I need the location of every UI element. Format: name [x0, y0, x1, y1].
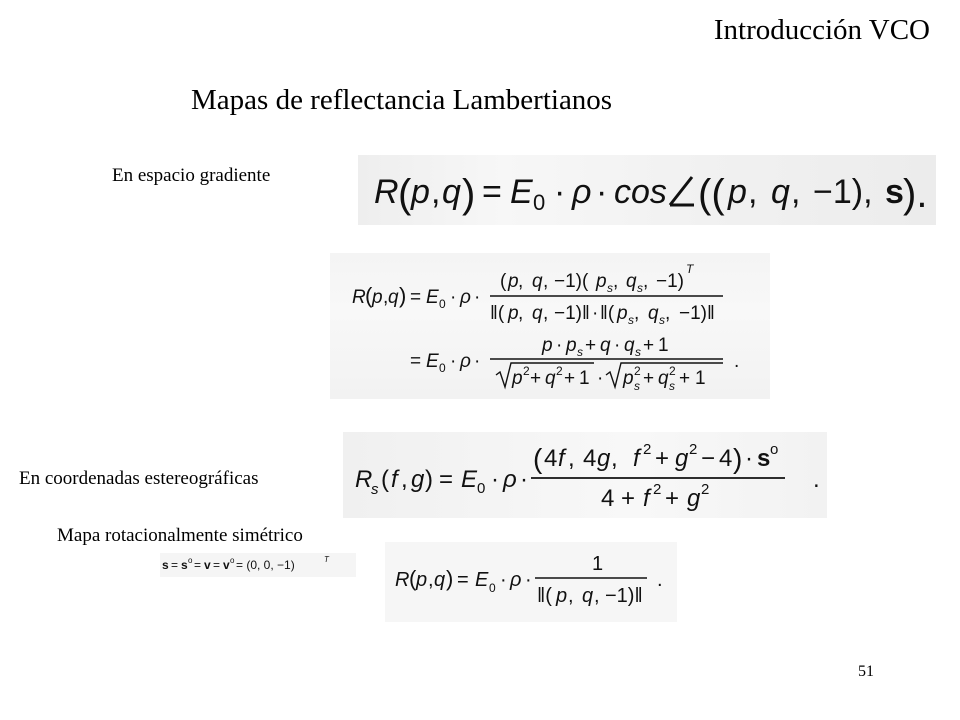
- svg-text:−1)(: −1)(: [554, 271, 589, 292]
- svg-text:1: 1: [658, 335, 669, 356]
- svg-text:,: ,: [665, 303, 671, 324]
- svg-text:,: ,: [634, 303, 640, 324]
- page-number: 51: [858, 663, 874, 680]
- formula-stereographic: [343, 432, 827, 518]
- svg-text:): ): [399, 283, 407, 308]
- svg-text:+: +: [643, 335, 655, 356]
- svg-text:(: (: [409, 566, 417, 591]
- svg-text:o: o: [230, 556, 235, 565]
- svg-text:4: 4: [544, 445, 558, 472]
- svg-text:,: ,: [543, 303, 549, 324]
- svg-text:E: E: [510, 173, 533, 211]
- svg-text:q: q: [624, 335, 635, 356]
- svg-text:p: p: [416, 569, 428, 591]
- svg-text:ρ: ρ: [460, 287, 471, 308]
- svg-text:T: T: [324, 555, 329, 564]
- label-rotational-symmetric: Mapa rotacionalmente simétrico: [57, 525, 303, 546]
- svg-text:f: f: [643, 485, 650, 512]
- svg-text:q: q: [434, 569, 446, 591]
- svg-text:s: s: [885, 173, 904, 211]
- svg-text:v: v: [204, 558, 211, 572]
- svg-text:0: 0: [439, 297, 446, 311]
- svg-text:(: (: [365, 283, 373, 308]
- svg-text:·: ·: [491, 466, 499, 493]
- svg-text:2: 2: [653, 481, 662, 498]
- svg-text:E: E: [426, 287, 439, 308]
- svg-text:= (0, 0, −1): = (0, 0, −1): [236, 558, 295, 572]
- svg-text:q: q: [388, 287, 399, 308]
- svg-text:q: q: [582, 585, 594, 607]
- svg-text:T: T: [686, 262, 694, 276]
- svg-text:=: =: [482, 173, 502, 211]
- svg-text:E: E: [426, 351, 439, 372]
- svg-text:−1)‖: −1)‖: [679, 303, 715, 324]
- svg-text:q: q: [442, 173, 461, 211]
- svg-text:=: =: [410, 351, 422, 372]
- svg-text:1: 1: [695, 368, 706, 389]
- svg-text:((: ((: [698, 172, 725, 216]
- label-stereographic: En coordenadas estereográficas: [19, 468, 259, 489]
- svg-text:1: 1: [579, 368, 590, 389]
- svg-text:2: 2: [701, 481, 710, 498]
- svg-text:f: f: [558, 445, 565, 472]
- svg-text:=: =: [439, 466, 454, 493]
- svg-text:s: s: [162, 558, 169, 572]
- svg-text:·: ·: [745, 445, 753, 472]
- svg-text:ρ: ρ: [510, 569, 522, 591]
- svg-text:p: p: [623, 368, 634, 389]
- svg-text:0: 0: [533, 190, 546, 215]
- svg-text:,: ,: [543, 271, 549, 292]
- header-title: Introducción VCO: [713, 14, 930, 46]
- svg-text:s: s: [628, 313, 634, 327]
- svg-text:0: 0: [489, 581, 496, 595]
- svg-text:+: +: [643, 368, 655, 389]
- svg-text:−1)‖: −1)‖: [554, 303, 590, 324]
- svg-text:0: 0: [477, 480, 486, 497]
- svg-text:·: ·: [500, 569, 507, 591]
- svg-text:p: p: [566, 335, 577, 356]
- svg-text:q: q: [532, 303, 543, 324]
- svg-text:g: g: [675, 445, 689, 472]
- svg-text:2: 2: [523, 364, 530, 378]
- svg-text:q: q: [648, 303, 659, 324]
- svg-text:,: ,: [568, 585, 574, 607]
- svg-text:s: s: [757, 445, 771, 472]
- svg-text:g: g: [687, 485, 701, 512]
- svg-text:,: ,: [594, 585, 600, 607]
- svg-text:+: +: [665, 485, 680, 512]
- svg-text:): ): [462, 172, 476, 216]
- svg-text:p: p: [411, 173, 430, 211]
- svg-text:s: s: [659, 313, 665, 327]
- svg-text:,: ,: [518, 303, 524, 324]
- svg-text:R: R: [355, 466, 373, 493]
- svg-text:E: E: [475, 569, 489, 591]
- svg-text:,: ,: [791, 173, 801, 211]
- svg-text:,: ,: [611, 445, 618, 472]
- svg-text:+: +: [530, 368, 542, 389]
- svg-text:,: ,: [613, 271, 619, 292]
- svg-text:ρ: ρ: [572, 173, 592, 211]
- svg-text:(: (: [500, 271, 507, 292]
- svg-text:·: ·: [597, 368, 604, 389]
- svg-text:f: f: [633, 445, 640, 472]
- svg-text:).: ).: [903, 172, 928, 216]
- svg-text:2: 2: [643, 441, 652, 458]
- svg-text:s: s: [181, 558, 188, 572]
- svg-text:p: p: [508, 303, 519, 324]
- svg-text:.: .: [813, 466, 820, 493]
- svg-text:·: ·: [520, 466, 528, 493]
- svg-text:·: ·: [474, 351, 481, 372]
- svg-text:p: p: [596, 271, 607, 292]
- svg-text:+: +: [585, 335, 597, 356]
- svg-text:ρ: ρ: [503, 466, 517, 493]
- svg-text:=: =: [457, 569, 469, 591]
- svg-text:=: =: [171, 558, 179, 572]
- svg-text:s: s: [637, 281, 643, 295]
- svg-text:,: ,: [431, 173, 441, 211]
- svg-text:s: s: [607, 281, 613, 295]
- svg-text:p: p: [508, 271, 519, 292]
- formula-rotational: [385, 542, 677, 622]
- svg-text:): ): [446, 566, 454, 591]
- svg-text:s: s: [635, 345, 641, 359]
- svg-text:g: g: [597, 445, 611, 472]
- svg-text:p: p: [728, 173, 747, 211]
- svg-text:): ): [733, 443, 743, 474]
- svg-text:·: ·: [596, 173, 608, 211]
- svg-text:o: o: [770, 441, 779, 458]
- svg-text:p: p: [617, 303, 628, 324]
- svg-text:−1): −1): [656, 271, 684, 292]
- svg-text:2: 2: [689, 441, 698, 458]
- svg-text:q: q: [626, 271, 637, 292]
- svg-text:+: +: [679, 368, 691, 389]
- svg-text:,: ,: [383, 287, 389, 308]
- svg-text:·: ·: [614, 335, 621, 356]
- svg-text:+: +: [564, 368, 576, 389]
- svg-text:0: 0: [439, 361, 446, 375]
- svg-text:f: f: [391, 466, 398, 493]
- svg-text:=: =: [213, 558, 221, 572]
- svg-text:·: ·: [474, 287, 481, 308]
- svg-text:2: 2: [634, 364, 641, 378]
- svg-text:v: v: [223, 558, 230, 572]
- svg-text:·: ·: [525, 569, 532, 591]
- formula-gradient-expanded: [330, 253, 770, 399]
- svg-text:+: +: [655, 445, 670, 472]
- svg-text:‖(: ‖(: [537, 585, 552, 607]
- svg-text:s: s: [634, 379, 640, 393]
- formula-rotational-condition: [160, 553, 356, 577]
- svg-text:·: ·: [556, 335, 563, 356]
- svg-text:‖(: ‖(: [600, 303, 615, 324]
- svg-text:·: ·: [554, 173, 566, 211]
- svg-text:4: 4: [719, 445, 733, 472]
- svg-text:): ): [425, 466, 433, 493]
- svg-text:,: ,: [643, 271, 649, 292]
- svg-text:R: R: [374, 173, 399, 211]
- svg-text:s: s: [371, 481, 379, 498]
- svg-text:o: o: [188, 556, 193, 565]
- svg-text:g: g: [411, 466, 425, 493]
- svg-text:E: E: [461, 466, 478, 493]
- svg-text:p: p: [372, 287, 383, 308]
- svg-text:(: (: [381, 466, 389, 493]
- svg-text:q: q: [771, 173, 790, 211]
- svg-text:2: 2: [669, 364, 676, 378]
- label-gradient-space: En espacio gradiente: [112, 165, 271, 186]
- svg-text:,: ,: [748, 173, 758, 211]
- svg-text:p: p: [542, 335, 553, 356]
- svg-text:·: ·: [450, 351, 457, 372]
- svg-text:cos: cos: [614, 173, 667, 211]
- svg-text:R: R: [395, 569, 410, 591]
- svg-text:q: q: [600, 335, 611, 356]
- svg-text:q: q: [658, 368, 669, 389]
- svg-text:−1),: −1),: [813, 173, 873, 211]
- svg-text:p: p: [512, 368, 523, 389]
- svg-text:,: ,: [568, 445, 575, 472]
- svg-text:1: 1: [592, 553, 604, 575]
- svg-text:−: −: [701, 445, 716, 472]
- svg-text:R: R: [352, 287, 366, 308]
- svg-text:,: ,: [518, 271, 524, 292]
- svg-text:‖(: ‖(: [490, 303, 505, 324]
- svg-text:ρ: ρ: [460, 351, 471, 372]
- svg-text:·: ·: [592, 303, 599, 324]
- svg-text:q: q: [532, 271, 543, 292]
- formula-gradient-space: [358, 155, 936, 225]
- svg-text:.: .: [734, 351, 740, 372]
- svg-text:+: +: [621, 485, 636, 512]
- svg-text:(: (: [533, 443, 543, 474]
- svg-text:=: =: [194, 558, 202, 572]
- slide-title: Mapas de reflectancia Lambertianos: [191, 84, 613, 116]
- svg-text:.: .: [657, 569, 663, 591]
- svg-text:q: q: [545, 368, 556, 389]
- svg-text:s: s: [577, 345, 583, 359]
- svg-text:(: (: [398, 172, 412, 216]
- svg-text:s: s: [669, 379, 675, 393]
- svg-text:p: p: [556, 585, 568, 607]
- svg-text:=: =: [410, 287, 422, 308]
- svg-text:4: 4: [583, 445, 597, 472]
- svg-text:,: ,: [401, 466, 408, 493]
- svg-text:,: ,: [428, 569, 434, 591]
- svg-text:−1)‖: −1)‖: [605, 585, 643, 607]
- svg-text:·: ·: [450, 287, 457, 308]
- svg-text:4: 4: [601, 485, 615, 512]
- svg-text:2: 2: [556, 364, 563, 378]
